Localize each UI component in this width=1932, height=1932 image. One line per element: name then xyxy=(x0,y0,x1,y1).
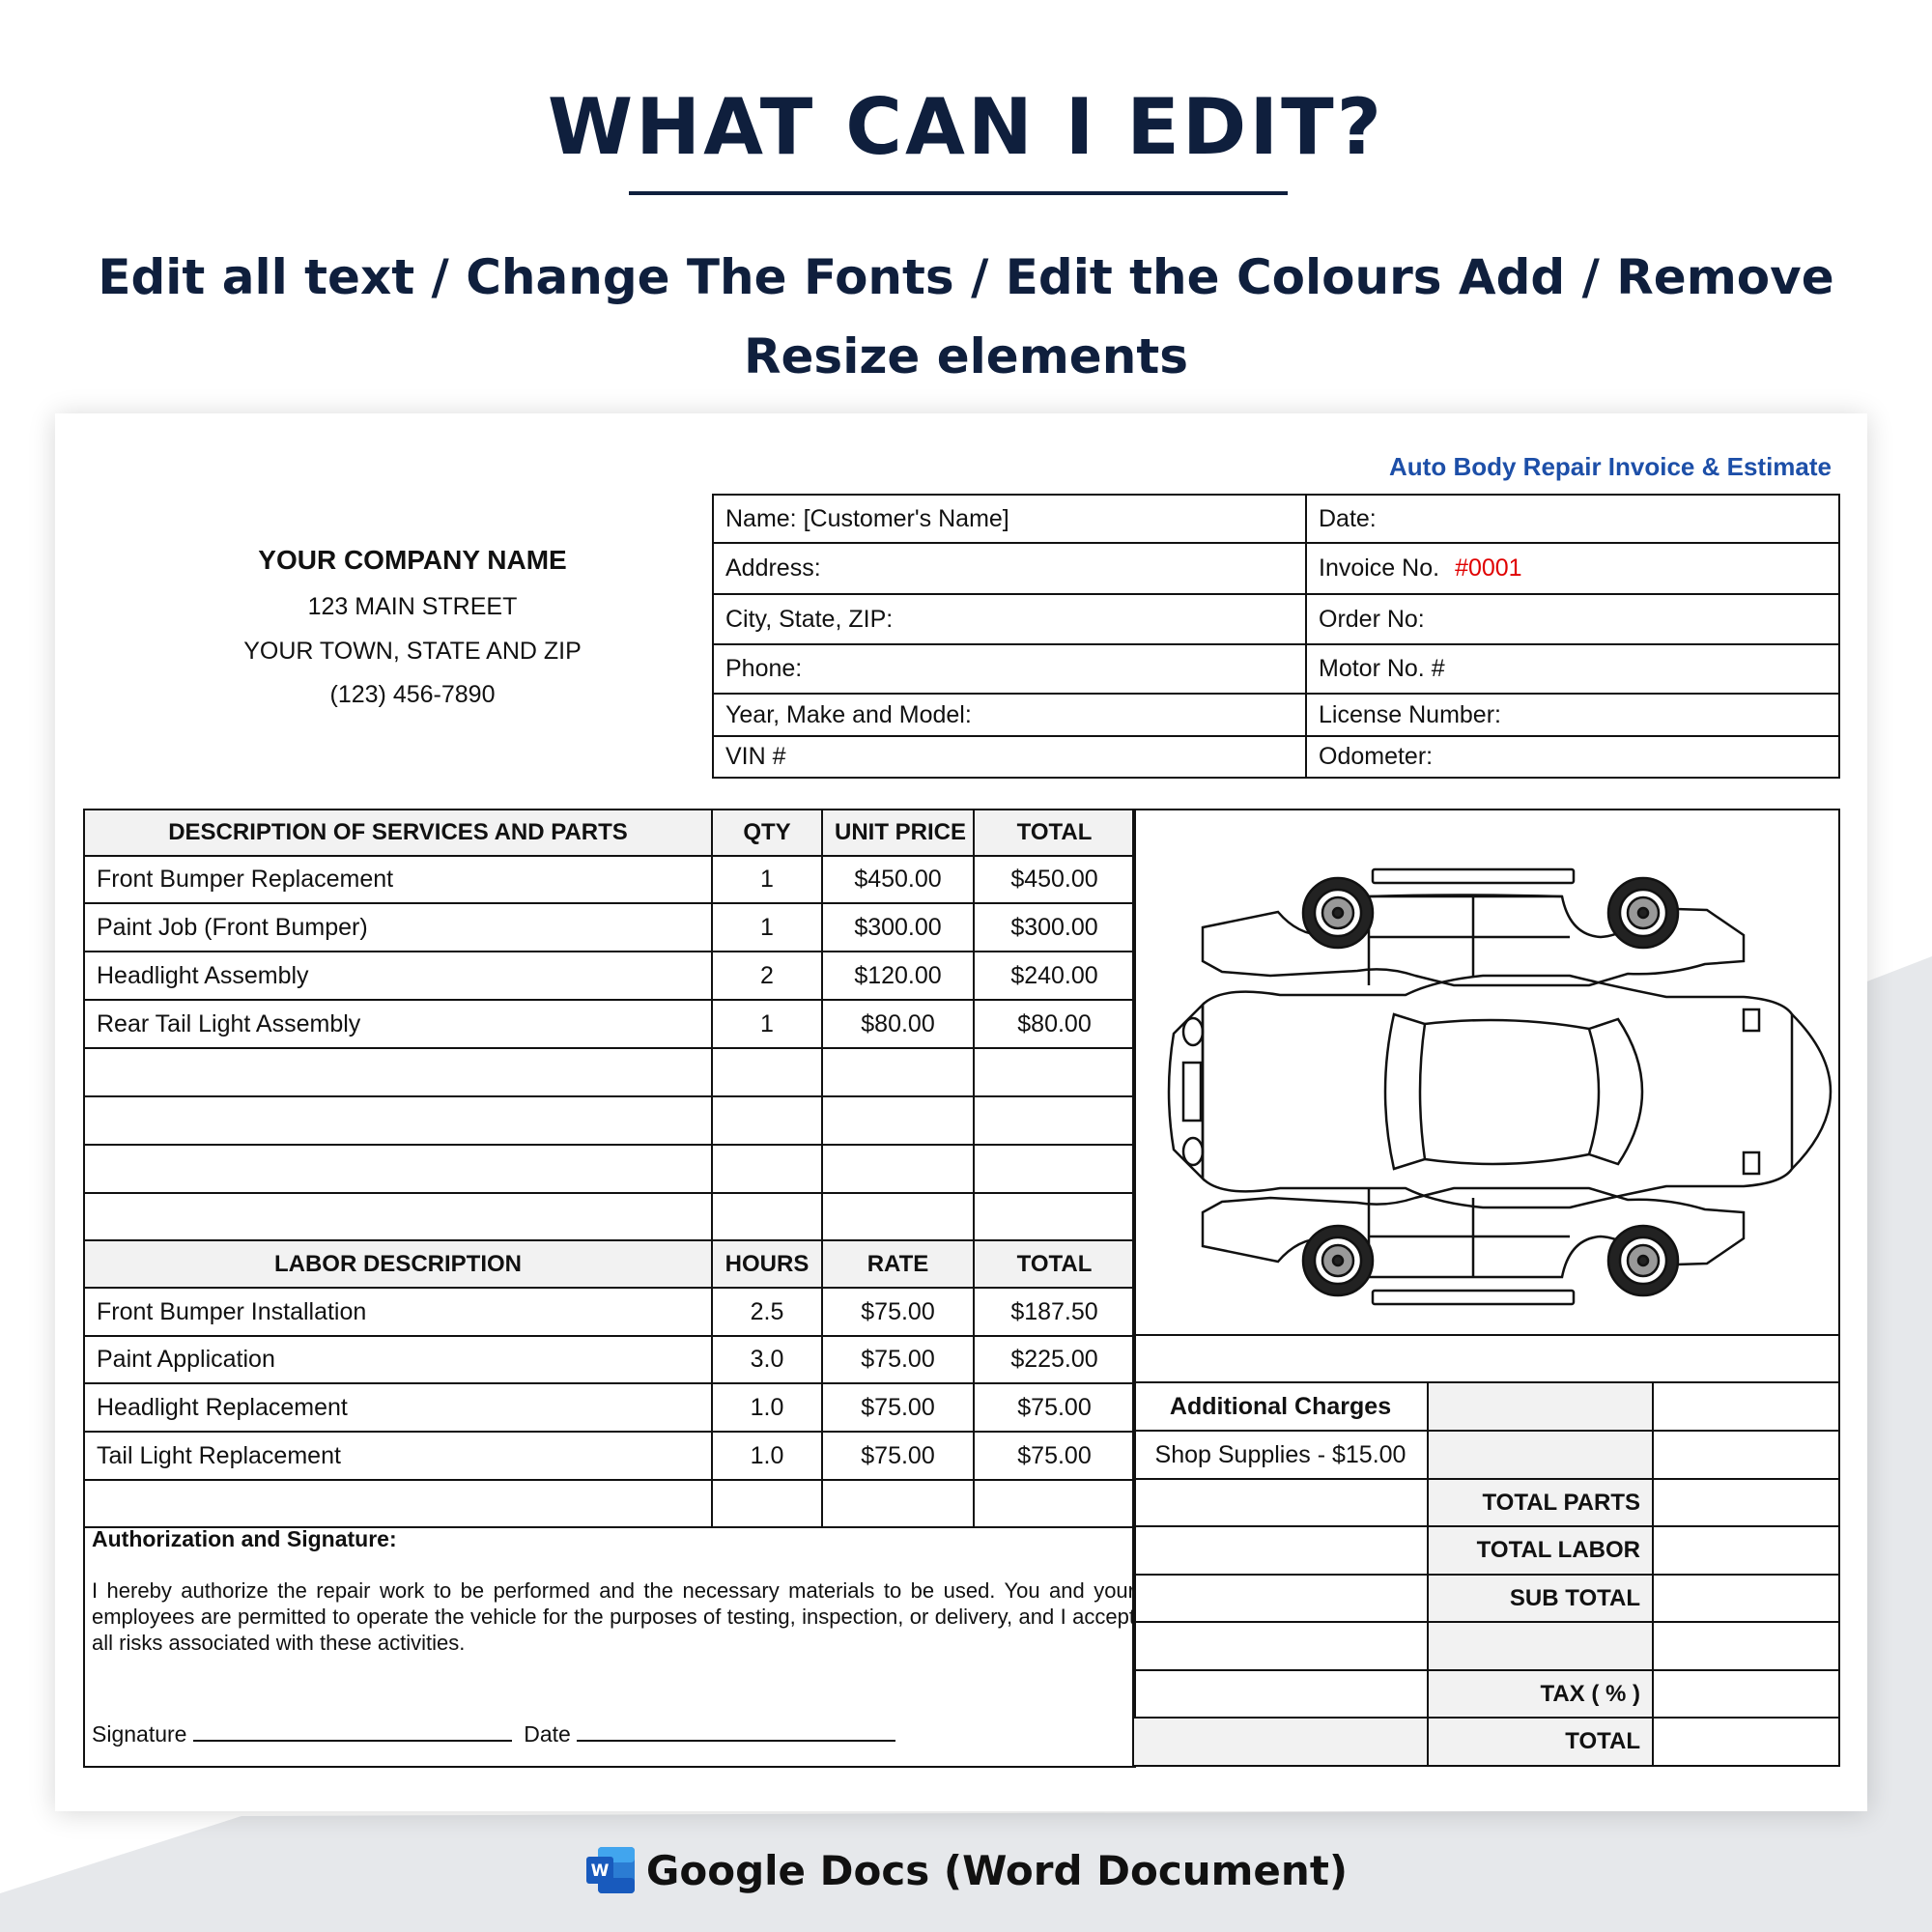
invoice-number-value: #0001 xyxy=(1455,554,1522,582)
signature-date-label: Date xyxy=(524,1721,571,1747)
labor-hours[interactable]: 1.0 xyxy=(712,1383,822,1432)
empty-cell[interactable] xyxy=(822,1096,974,1145)
city-state-zip-field[interactable]: City, State, ZIP: xyxy=(713,594,1306,644)
car-damage-diagram xyxy=(1164,821,1856,1333)
subtotal-label: SUB TOTAL xyxy=(1428,1575,1653,1622)
table-row xyxy=(84,1383,1135,1432)
hero-subtitle-line2: Resize elements xyxy=(744,328,1188,384)
authorization-text: I hereby authorize the repair work to be performed and the necessary materials to be used. You and your employees are permitted to operate the vehicle for the purposes of testing, inspection, or delivery, and I accept all risks associated with these activities. xyxy=(92,1578,1135,1655)
company-name: YOUR COMPANY NAME xyxy=(258,545,567,575)
additional-charges-amount[interactable] xyxy=(1653,1382,1839,1431)
footer xyxy=(0,1847,1932,1899)
empty-row xyxy=(84,1193,1135,1240)
signature-line[interactable] xyxy=(193,1722,512,1742)
empty-row xyxy=(84,1145,1135,1193)
customer-name-field[interactable]: Name: [Customer's Name] xyxy=(713,495,1306,543)
parts-header-total: TOTAL xyxy=(974,810,1135,856)
part-qty[interactable]: 2 xyxy=(712,952,822,1000)
parts-header-description: DESCRIPTION OF SERVICES AND PARTS xyxy=(84,810,712,856)
part-description[interactable]: Rear Tail Light Assembly xyxy=(84,1000,712,1048)
labor-total[interactable]: $75.00 xyxy=(974,1383,1135,1432)
empty-cell[interactable] xyxy=(84,1048,712,1096)
hero-underline xyxy=(629,191,1288,195)
labor-header-total: TOTAL xyxy=(974,1240,1135,1288)
labor-description[interactable]: Paint Application xyxy=(84,1336,712,1383)
labor-rate[interactable]: $75.00 xyxy=(822,1383,974,1432)
hero-subtitle-line1: Edit all text / Change The Fonts / Edit the Colours Add / Remove xyxy=(98,249,1834,305)
labor-hours[interactable]: 1.0 xyxy=(712,1432,822,1480)
empty-cell[interactable] xyxy=(974,1193,1135,1240)
empty-cell[interactable] xyxy=(712,1145,822,1193)
table-row xyxy=(84,1288,1135,1336)
customer-info-table xyxy=(712,494,1840,779)
total-parts-value[interactable] xyxy=(1653,1479,1839,1526)
empty-cell[interactable] xyxy=(712,1048,822,1096)
tax-label: TAX ( % ) xyxy=(1428,1670,1653,1718)
part-description[interactable]: Headlight Assembly xyxy=(84,952,712,1000)
empty-cell[interactable] xyxy=(822,1145,974,1193)
empty-gray-cell[interactable] xyxy=(1133,1718,1428,1766)
empty-cell[interactable] xyxy=(1653,1622,1839,1670)
part-qty[interactable]: 1 xyxy=(712,903,822,952)
empty-cell[interactable] xyxy=(1133,1335,1839,1382)
table-row xyxy=(84,1432,1135,1480)
table-row xyxy=(84,1000,1135,1048)
word-icon xyxy=(584,1845,637,1895)
wheel-icon xyxy=(1608,878,1678,948)
empty-cell[interactable] xyxy=(1133,1575,1428,1622)
labor-rate[interactable]: $75.00 xyxy=(822,1336,974,1383)
company-phone: (123) 456-7890 xyxy=(329,681,496,708)
empty-row xyxy=(84,1480,1135,1527)
labor-header-rate: RATE xyxy=(822,1240,974,1288)
odometer-field[interactable]: Odometer: xyxy=(1306,736,1839,778)
part-total[interactable]: $450.00 xyxy=(974,856,1135,903)
labor-rate[interactable]: $75.00 xyxy=(822,1432,974,1480)
labor-total[interactable]: $187.50 xyxy=(974,1288,1135,1336)
parts-header-qty: QTY xyxy=(712,810,822,856)
part-description[interactable]: Front Bumper Replacement xyxy=(84,856,712,903)
table-row xyxy=(84,856,1135,903)
part-unit-price[interactable]: $450.00 xyxy=(822,856,974,903)
part-unit-price[interactable]: $300.00 xyxy=(822,903,974,952)
labor-total[interactable]: $75.00 xyxy=(974,1432,1135,1480)
svg-text:W: W xyxy=(590,1861,610,1881)
additional-charges-gray-cell[interactable] xyxy=(1428,1382,1653,1431)
motor-number-field[interactable]: Motor No. # xyxy=(1306,644,1839,694)
empty-cell[interactable] xyxy=(974,1145,1135,1193)
total-parts-label: TOTAL PARTS xyxy=(1428,1479,1653,1526)
part-description[interactable]: Paint Job (Front Bumper) xyxy=(84,903,712,952)
labor-hours[interactable]: 3.0 xyxy=(712,1336,822,1383)
hero-title: WHAT CAN I EDIT? xyxy=(547,82,1385,172)
empty-cell[interactable] xyxy=(974,1048,1135,1096)
empty-row xyxy=(84,1048,1135,1096)
wheel-icon xyxy=(1608,1226,1678,1295)
empty-cell[interactable] xyxy=(974,1096,1135,1145)
empty-cell[interactable] xyxy=(84,1480,712,1527)
labor-header-description: LABOR DESCRIPTION xyxy=(84,1240,712,1288)
signature-date-line[interactable] xyxy=(577,1722,895,1742)
additional-charge-item[interactable]: Shop Supplies - $15.00 xyxy=(1133,1431,1428,1479)
table-row xyxy=(84,903,1135,952)
subtotal-value[interactable] xyxy=(1653,1575,1839,1622)
empty-cell[interactable] xyxy=(822,1480,974,1527)
phone-field[interactable]: Phone: xyxy=(713,644,1306,694)
table-row xyxy=(84,1336,1135,1383)
invoice-number-label: Invoice No. xyxy=(1319,554,1440,582)
wheel-icon xyxy=(1303,878,1373,948)
vin-field[interactable]: VIN # xyxy=(713,736,1306,778)
signature-label: Signature xyxy=(92,1721,187,1747)
additional-charge-amount[interactable] xyxy=(1653,1431,1839,1479)
part-qty[interactable]: 1 xyxy=(712,856,822,903)
empty-cell[interactable] xyxy=(1133,1670,1428,1718)
additional-charges-heading: Additional Charges xyxy=(1133,1382,1428,1431)
labor-total[interactable]: $225.00 xyxy=(974,1336,1135,1383)
order-number-field[interactable]: Order No: xyxy=(1306,594,1839,644)
invoice-number-field[interactable] xyxy=(1306,543,1839,594)
wheel-icon xyxy=(1303,1226,1373,1295)
signature-row xyxy=(92,1721,895,1747)
table-row xyxy=(84,952,1135,1000)
date-field[interactable]: Date: xyxy=(1306,495,1839,543)
part-total[interactable]: $300.00 xyxy=(974,903,1135,952)
empty-cell[interactable] xyxy=(712,1193,822,1240)
vehicle-field[interactable]: Year, Make and Model: xyxy=(713,694,1306,736)
labor-description[interactable]: Headlight Replacement xyxy=(84,1383,712,1432)
empty-row xyxy=(84,1096,1135,1145)
total-labor-label: TOTAL LABOR xyxy=(1428,1526,1653,1575)
empty-cell[interactable] xyxy=(1133,1622,1428,1670)
invoice-document xyxy=(55,413,1867,1811)
labor-header-hours: HOURS xyxy=(712,1240,822,1288)
empty-cell[interactable] xyxy=(84,1096,712,1145)
grand-total-label: TOTAL xyxy=(1428,1718,1653,1766)
empty-cell[interactable] xyxy=(84,1193,712,1240)
empty-cell[interactable] xyxy=(84,1145,712,1193)
license-number-field[interactable]: License Number: xyxy=(1306,694,1839,736)
empty-gray-cell[interactable] xyxy=(1428,1622,1653,1670)
total-labor-value[interactable] xyxy=(1653,1526,1839,1575)
part-unit-price[interactable]: $80.00 xyxy=(822,1000,974,1048)
footer-label: Google Docs (Word Document) xyxy=(645,1847,1349,1894)
labor-hours[interactable]: 2.5 xyxy=(712,1288,822,1336)
company-town: YOUR TOWN, STATE AND ZIP xyxy=(243,638,582,665)
empty-cell[interactable] xyxy=(1133,1526,1428,1575)
tax-value[interactable] xyxy=(1653,1670,1839,1718)
empty-cell[interactable] xyxy=(822,1193,974,1240)
address-field[interactable]: Address: xyxy=(713,543,1306,594)
empty-cell[interactable] xyxy=(822,1048,974,1096)
authorization-heading: Authorization and Signature: xyxy=(92,1526,397,1551)
labor-description[interactable]: Front Bumper Installation xyxy=(84,1288,712,1336)
empty-cell[interactable] xyxy=(712,1096,822,1145)
document-title: Auto Body Repair Invoice & Estimate xyxy=(1389,452,1832,481)
empty-cell[interactable] xyxy=(974,1480,1135,1527)
company-street: 123 MAIN STREET xyxy=(307,593,518,620)
empty-cell[interactable] xyxy=(1133,1479,1428,1526)
additional-charge-gray-cell[interactable] xyxy=(1428,1431,1653,1479)
company-block xyxy=(142,413,683,723)
labor-description[interactable]: Tail Light Replacement xyxy=(84,1432,712,1480)
labor-rate[interactable]: $75.00 xyxy=(822,1288,974,1336)
empty-cell[interactable] xyxy=(712,1480,822,1527)
part-unit-price[interactable]: $120.00 xyxy=(822,952,974,1000)
grand-total-value[interactable] xyxy=(1653,1718,1839,1766)
part-total[interactable]: $80.00 xyxy=(974,1000,1135,1048)
part-total[interactable]: $240.00 xyxy=(974,952,1135,1000)
parts-header-unit-price: UNIT PRICE xyxy=(822,810,974,856)
part-qty[interactable]: 1 xyxy=(712,1000,822,1048)
